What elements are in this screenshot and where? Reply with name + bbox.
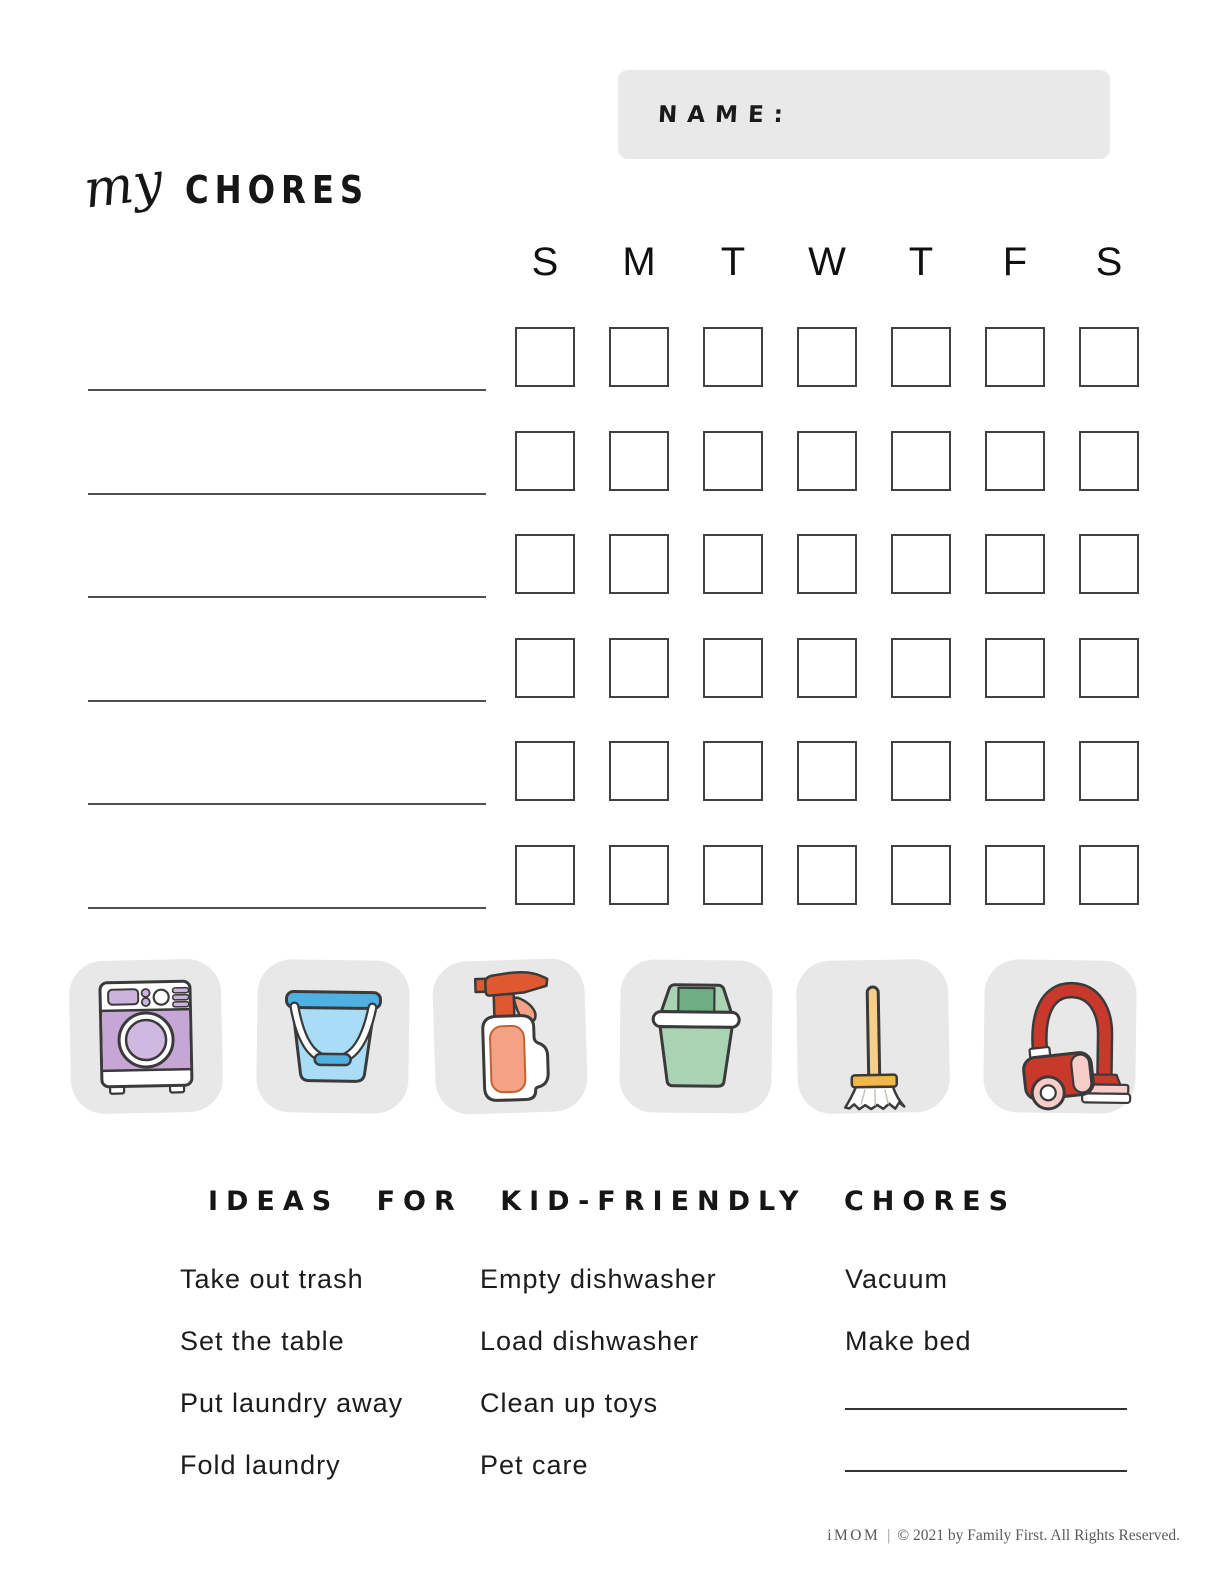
- checkbox[interactable]: [703, 327, 763, 387]
- checkbox[interactable]: [797, 845, 857, 905]
- checkbox-row: [515, 431, 1139, 491]
- idea-item: Load dishwasher: [480, 1325, 700, 1356]
- icon-tile-bucket: [256, 959, 410, 1114]
- checkbox[interactable]: [515, 741, 575, 801]
- checkbox[interactable]: [891, 638, 951, 698]
- ideas-column-1: [180, 1248, 403, 1496]
- checkbox-row: [515, 327, 1139, 387]
- idea-item: Clean up toys: [480, 1387, 659, 1418]
- ideas-column-2: [480, 1248, 717, 1496]
- checkbox-row: [515, 534, 1139, 594]
- day-letter-1: M: [622, 240, 656, 284]
- checkbox[interactable]: [609, 741, 669, 801]
- icon-tile-trash-can: [619, 959, 773, 1114]
- checkbox[interactable]: [515, 327, 575, 387]
- ideas-column-3: [845, 1248, 1127, 1496]
- idea-item: Empty dishwasher: [480, 1263, 717, 1294]
- idea-item: Pet care: [480, 1449, 589, 1480]
- checkbox[interactable]: [891, 431, 951, 491]
- idea-write-in-line[interactable]: [845, 1408, 1127, 1410]
- checkbox[interactable]: [1079, 845, 1139, 905]
- checkbox[interactable]: [1079, 534, 1139, 594]
- idea-item: Vacuum: [845, 1263, 949, 1294]
- day-letter-6: S: [1095, 240, 1123, 284]
- checkbox[interactable]: [891, 845, 951, 905]
- chore-name-line[interactable]: [88, 493, 486, 495]
- icon-tile-spray-bottle: [432, 958, 589, 1116]
- day-letter-3: W: [808, 240, 846, 284]
- checkbox[interactable]: [985, 327, 1045, 387]
- checkbox-row: [515, 845, 1139, 905]
- icon-tile-broom: [796, 959, 951, 1115]
- footer-copyright: [827, 1527, 1180, 1545]
- checkbox[interactable]: [515, 534, 575, 594]
- title-script-word: my: [80, 151, 167, 221]
- icon-tile-laundry: [68, 958, 223, 1114]
- checkbox[interactable]: [515, 638, 575, 698]
- checkbox[interactable]: [609, 638, 669, 698]
- checkbox-row: [515, 741, 1139, 801]
- checkbox[interactable]: [797, 431, 857, 491]
- page-title: [80, 151, 401, 221]
- trash-can-icon: [620, 961, 772, 1113]
- idea-blank-row: [845, 1434, 1127, 1496]
- checkbox[interactable]: [985, 741, 1045, 801]
- checkbox[interactable]: [703, 534, 763, 594]
- checkbox[interactable]: [609, 845, 669, 905]
- icon-tile-vacuum: [983, 959, 1137, 1114]
- checkbox[interactable]: [609, 431, 669, 491]
- checkbox[interactable]: [797, 741, 857, 801]
- day-letter-5: F: [1002, 240, 1028, 284]
- checkbox[interactable]: [985, 534, 1045, 594]
- checkbox[interactable]: [609, 534, 669, 594]
- day-letter-0: S: [531, 240, 559, 284]
- checkbox[interactable]: [703, 638, 763, 698]
- checkbox[interactable]: [985, 638, 1045, 698]
- checkbox[interactable]: [609, 327, 669, 387]
- checkbox[interactable]: [797, 534, 857, 594]
- idea-item: Make bed: [845, 1325, 972, 1356]
- checkbox[interactable]: [985, 431, 1045, 491]
- idea-item: Fold laundry: [180, 1449, 341, 1480]
- title-caps-word: CHORES: [184, 168, 369, 212]
- idea-item: Put laundry away: [180, 1387, 404, 1418]
- idea-item: Set the table: [180, 1325, 345, 1356]
- checkbox[interactable]: [797, 327, 857, 387]
- checkbox[interactable]: [985, 845, 1045, 905]
- checkbox[interactable]: [1079, 327, 1139, 387]
- checkbox[interactable]: [891, 327, 951, 387]
- checkbox-row: [515, 638, 1139, 698]
- idea-item: Take out trash: [180, 1263, 364, 1294]
- idea-write-in-line[interactable]: [845, 1470, 1127, 1472]
- weekday-header-row: [515, 238, 1139, 286]
- checkbox[interactable]: [515, 431, 575, 491]
- name-field[interactable]: [618, 70, 1110, 159]
- chore-name-line[interactable]: [88, 596, 486, 598]
- chore-name-line[interactable]: [88, 907, 486, 909]
- checkbox[interactable]: [1079, 431, 1139, 491]
- checkbox[interactable]: [703, 431, 763, 491]
- day-letter-4: T: [908, 240, 934, 284]
- footer-brand: iMOM: [827, 1527, 881, 1544]
- day-letter-2: T: [720, 240, 746, 284]
- chore-name-line[interactable]: [88, 700, 486, 702]
- checkbox[interactable]: [703, 741, 763, 801]
- checkbox[interactable]: [1079, 741, 1139, 801]
- checkbox[interactable]: [703, 845, 763, 905]
- idea-blank-row: [845, 1372, 1127, 1434]
- spray-bottle-icon: [433, 959, 588, 1114]
- checkbox[interactable]: [891, 534, 951, 594]
- washing-machine-icon: [69, 960, 222, 1113]
- footer-text: © 2021 by Family First. All Rights Reserved.: [897, 1527, 1180, 1544]
- checkbox[interactable]: [515, 845, 575, 905]
- name-label: NAME:: [657, 101, 794, 128]
- bucket-icon: [257, 960, 409, 1112]
- checkbox[interactable]: [891, 741, 951, 801]
- chore-name-line[interactable]: [88, 803, 486, 805]
- broom-icon: [797, 960, 950, 1113]
- vacuum-icon: [984, 960, 1136, 1112]
- chore-name-line[interactable]: [88, 389, 486, 391]
- footer-separator: |: [887, 1527, 891, 1544]
- checkbox[interactable]: [1079, 638, 1139, 698]
- checkbox[interactable]: [797, 638, 857, 698]
- ideas-heading: IDEAS FOR KID-FRIENDLY CHORES: [207, 1186, 1017, 1217]
